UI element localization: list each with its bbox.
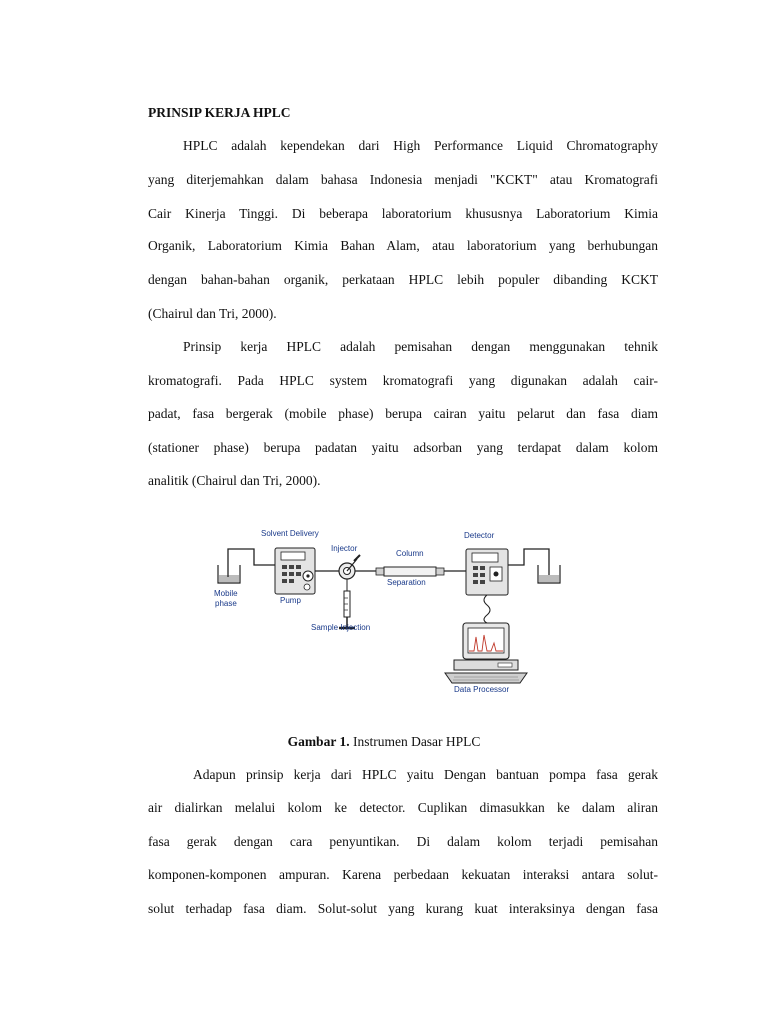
paragraph-1-line: HPLC adalah kependekan dari High Performance Liquid Chromatography <box>183 138 658 153</box>
detector-icon <box>466 549 508 595</box>
figure-caption-text: Instrumen Dasar HPLC <box>349 734 481 749</box>
paragraph-2-line: padat, fasa bergerak (mobile phase) berupa cairan yaitu pelarut dan fasa diam <box>148 406 658 421</box>
paragraph-3-line: fasa gerak dengan cara penyuntikan. Di dalam kolom terjadi pemisahan <box>148 834 658 849</box>
paragraph-2-line: analitik (Chairul dan Tri, 2000). <box>148 473 321 488</box>
pump-icon <box>275 548 315 594</box>
section-heading: PRINSIP KERJA HPLC <box>148 105 291 120</box>
hplc-diagram <box>198 505 605 717</box>
paragraph-2-line: kromatografi. Pada HPLC system kromatografi yang digunakan adalah cair- <box>148 373 658 388</box>
mobile-phase-label: phase <box>215 599 237 608</box>
column-icon <box>376 567 444 576</box>
paragraph-3-line: komponen-komponen ampuran. Karena perbedaan kekuatan interaksi antara solut- <box>148 867 658 882</box>
paragraph-1-line: (Chairul dan Tri, 2000). <box>148 306 277 321</box>
injector-label: Injector <box>331 544 358 553</box>
paragraph-2-line: Prinsip kerja HPLC adalah pemisahan dengan menggunakan tehnik <box>183 339 658 354</box>
solvent-delivery-label: Solvent Delivery <box>261 529 319 538</box>
detector-label: Detector <box>464 531 495 540</box>
paragraph-2-line: (stationer phase) berupa padatan yaitu adsorban yang terdapat dalam kolom <box>148 440 658 455</box>
column-label: Column <box>396 549 424 558</box>
paragraph-1-line: Organik, Laboratorium Kimia Bahan Alam, atau laboratorium yang berhubungan <box>148 238 658 253</box>
data-processor-label: Data Processor <box>454 685 510 694</box>
figure-caption-number: Gambar 1. <box>287 734 350 749</box>
paragraph-1-line: yang diterjemahkan dalam bahasa Indonesia menjadi "KCKT" atau Kromatografi <box>148 172 658 187</box>
mobile-phase-label: Mobile <box>214 589 238 598</box>
sample-injection-label: Sample Injection <box>311 623 371 632</box>
paragraph-1-line: dengan bahan-bahan organik, perkataan HPLC lebih populer dibanding KCKT <box>148 272 658 287</box>
figure-caption <box>0 733 768 750</box>
paragraph-1-line: Cair Kinerja Tinggi. Di beberapa laboratorium khususnya Laboratorium Kimia <box>148 206 658 221</box>
hplc-instrument-figure <box>198 505 605 717</box>
paragraph-3-line: air dialirkan melalui kolom ke detector. Cuplikan dimasukkan ke dalam aliran <box>148 800 658 815</box>
pump-label: Pump <box>280 596 301 605</box>
paragraph-3-line: solut terhadap fasa diam. Solut-solut yang kurang kuat interaksinya dengan fasa <box>148 901 658 916</box>
separation-label: Separation <box>387 578 426 587</box>
paragraph-3-line: Adapun prinsip kerja dari HPLC yaitu Dengan bantuan pompa fasa gerak <box>193 767 658 782</box>
